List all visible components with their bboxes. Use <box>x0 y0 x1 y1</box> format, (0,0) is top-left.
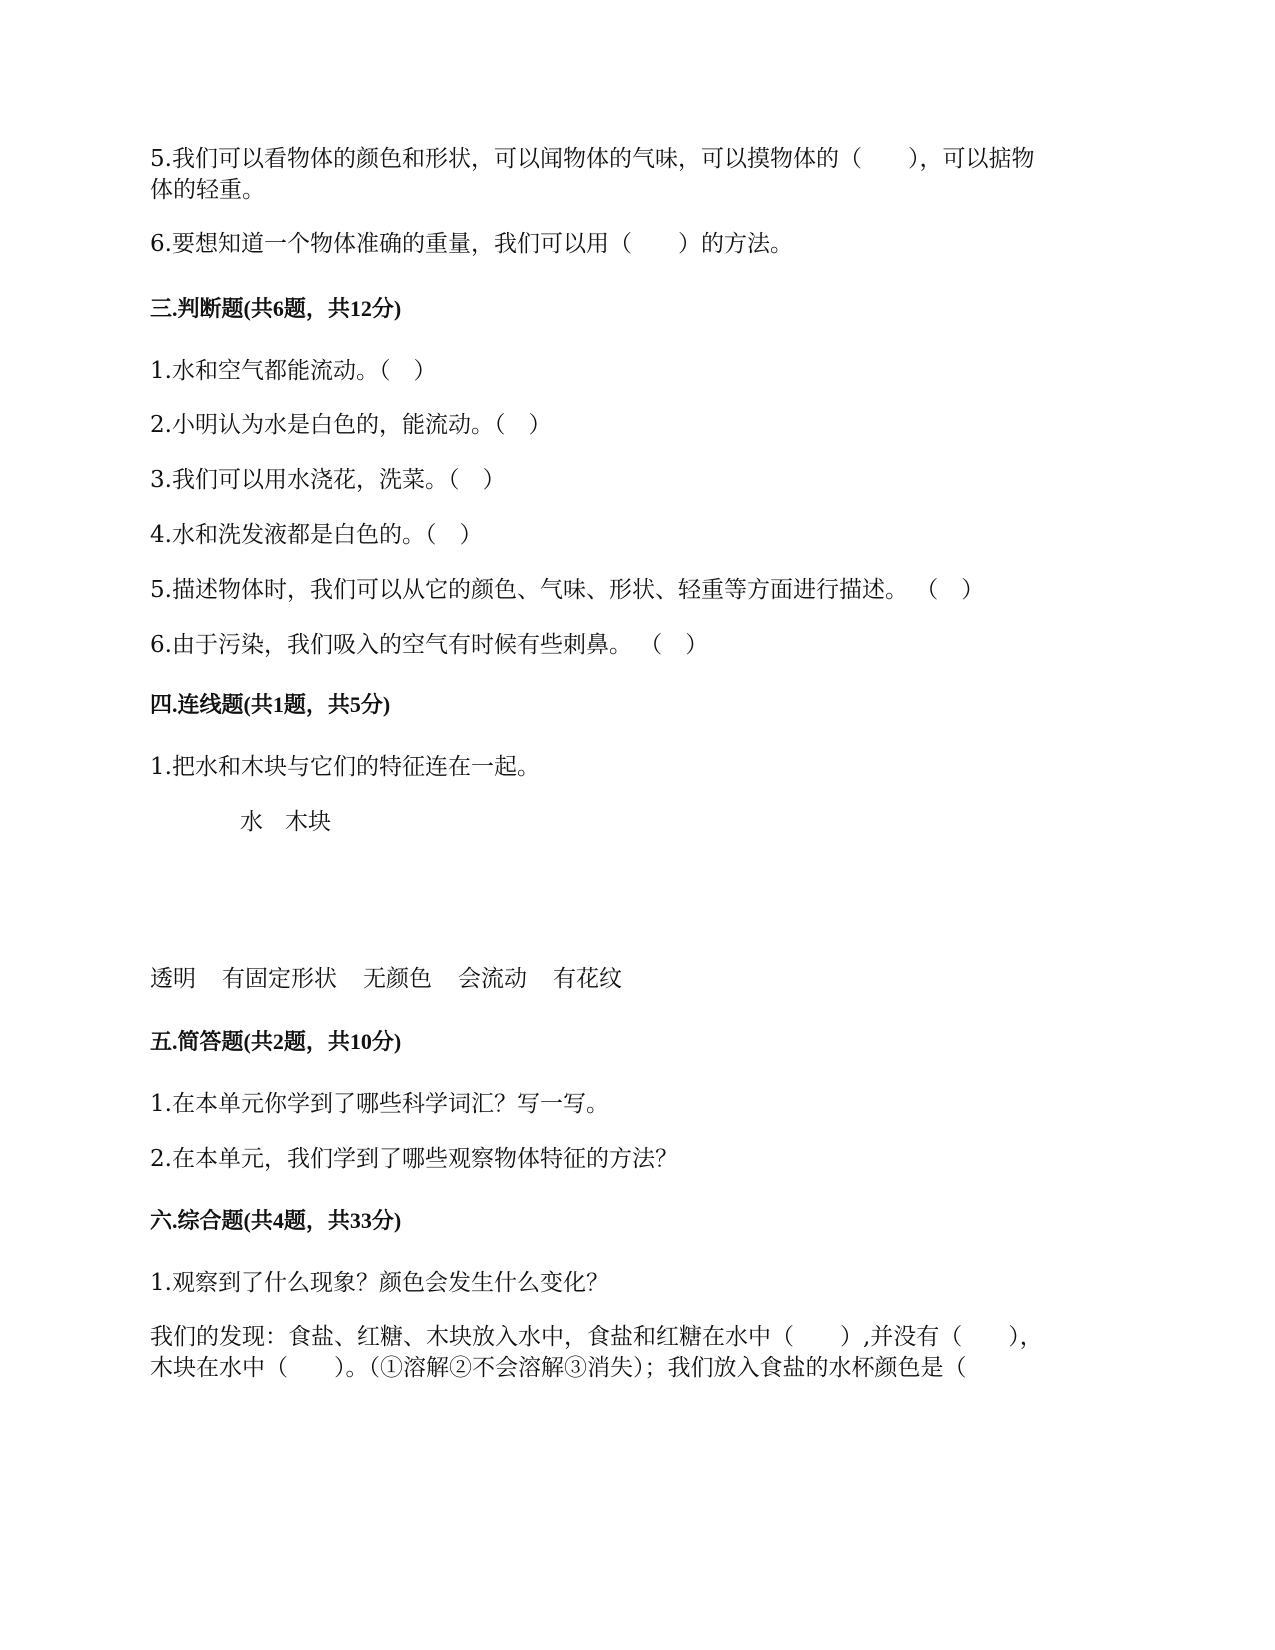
judge-item-2: 2.小明认为水是白色的，能流动。（ ） <box>150 412 552 438</box>
match-object-water: 水 <box>240 809 263 835</box>
match-feature: 无颜色 <box>363 966 432 992</box>
section5-heading: 五.简答题(共2题，共10分) <box>150 1029 402 1054</box>
judge-item-5: 5.描述物体时，我们可以从它的颜色、气味、形状、轻重等方面进行描述。 （ ） <box>150 577 985 603</box>
section3-heading: 三.判断题(共6题，共12分) <box>150 296 402 321</box>
match-features <box>150 964 622 995</box>
section6-heading: 六.综合题(共4题，共33分) <box>150 1208 402 1233</box>
short-answer-2: 2.在本单元，我们学到了哪些观察物体特征的方法？ <box>150 1146 678 1172</box>
match-object-wood: 木块 <box>285 809 331 835</box>
judge-item-6: 6.由于污染，我们吸入的空气有时候有些刺鼻。 （ ） <box>150 632 709 658</box>
match-question: 1.把水和木块与它们的特征连在一起。 <box>150 754 540 780</box>
match-feature: 有花纹 <box>553 966 622 992</box>
comprehensive-q1: 1.观察到了什么现象？颜色会发生什么变化？ <box>150 1270 609 1296</box>
match-feature: 有固定形状 <box>222 966 337 992</box>
fill-blank-q5-line1: 5.我们可以看物体的颜色和形状，可以闻物体的气味，可以摸物体的（ ），可以掂物 <box>150 146 1035 172</box>
match-feature: 会流动 <box>458 966 527 992</box>
judge-item-4: 4.水和洗发液都是白色的。（ ） <box>150 522 483 548</box>
judge-item-3: 3.我们可以用水浇花，洗菜。（ ） <box>150 467 506 493</box>
section4-heading: 四.连线题(共1题，共5分) <box>150 692 391 717</box>
match-objects <box>240 807 331 838</box>
match-feature: 透明 <box>150 966 196 992</box>
short-answer-1: 1.在本单元你学到了哪些科学词汇？写一写。 <box>150 1091 609 1117</box>
fill-blank-q6: 6.要想知道一个物体准确的重量，我们可以用（ ）的方法。 <box>150 231 793 257</box>
judge-item-1: 1.水和空气都能流动。（ ） <box>150 358 437 384</box>
finding-line-2: 木块在水中（ ）。（①溶解②不会溶解③消失）；我们放入食盐的水杯颜色是（ <box>150 1355 967 1381</box>
finding-line-1: 我们的发现：食盐、红糖、木块放入水中，食盐和红糖在水中（ ）,并没有（ ）， <box>150 1324 1043 1350</box>
fill-blank-q5-line2: 体的轻重。 <box>150 177 265 203</box>
